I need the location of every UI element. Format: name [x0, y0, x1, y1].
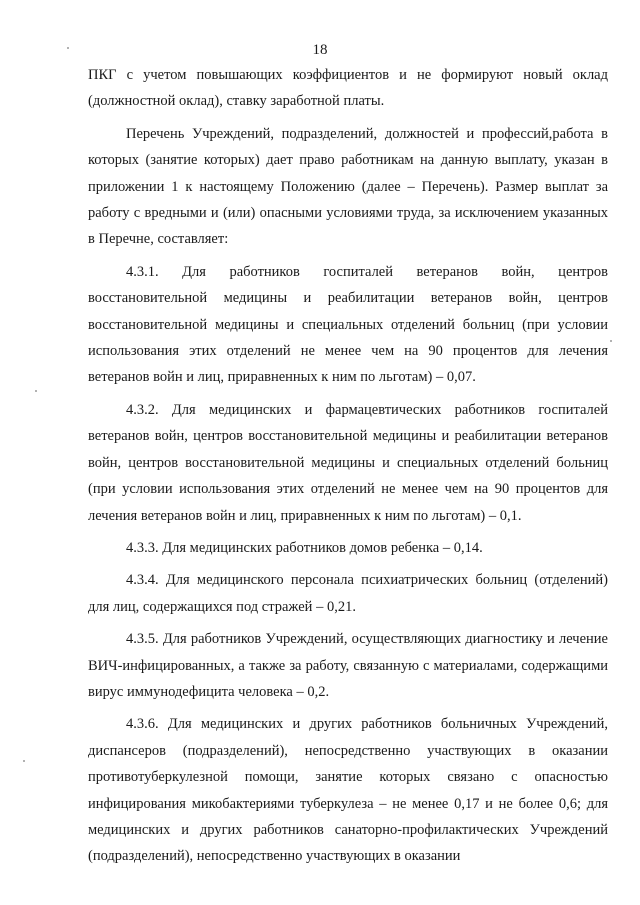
scan-speck: [23, 760, 25, 762]
paragraph-4-3-5: 4.3.5. Для работников Учреждений, осуществляющих диагностику и лечение ВИЧ-инфицированных, а также за работу, связанную с материалами, содержащими вирус иммунодефицита человека – 0,2.: [88, 631, 608, 700]
page-number: 18: [312, 42, 328, 58]
scan-speck: [610, 340, 612, 342]
paragraph-4-3-4: 4.3.4. Для медицинского персонала психиатрических больниц (отделений) для лиц, содержащихся под стражей – 0,21.: [88, 572, 608, 615]
paragraph-4-3-2: 4.3.2. Для медицинских и фармацевтических работников госпиталей ветеранов войн, центров восстановительной медицины и реабилитации ветеранов войн, центров восстановительной медицины и специальных отделений больниц (при условии использования этих отделений не менее чем на 90 процентов для лечения ветеранов войн и лиц, приравненных к ним по льготам) – 0,1.: [88, 401, 608, 524]
paragraph-4-3-3: 4.3.3. Для медицинских работников домов ребенка – 0,14.: [126, 539, 483, 556]
document-body: [88, 62, 608, 876]
scan-speck: [67, 47, 69, 49]
paragraph-list-intro: Перечень Учреждений, подразделений, должностей и профессий,работа в которых (занятие которых) дает право работникам на данную выплату, указан в приложении 1 к настоящему Положению (далее – Перечень). Размер выплат за работу с вредными и (или) опасными условиями труда, за исключением указанных в Перечне, составляет:: [88, 125, 608, 248]
scan-speck: [35, 390, 37, 392]
paragraph-4-3-6: 4.3.6. Для медицинских и других работников больничных Учреждений, диспансеров (подразделений), непосредственно участвующих в оказании противотуберкулезной помощи, занятие которых связано с опасностью инфицирования микобактериями туберкулеза – не менее 0,17 и не более 0,6; для медицинских и других работников санаторно-профилактических Учреждений (подразделений), непосредственно участвующих в оказании: [88, 716, 608, 865]
paragraph-4-3-1: 4.3.1. Для работников госпиталей ветеранов войн, центров восстановительной медицины и реабилитации ветеранов войн, центров восстановительной медицины и специальных отделений больниц (при условии использования этих отделений не менее чем на 90 процентов для лечения ветеранов войн и лиц, приравненных к ним по льготам) – 0,07.: [88, 263, 608, 386]
paragraph-continuation: ПКГ с учетом повышающих коэффициентов и не формируют новый оклад (должностной оклад), ставку заработной платы.: [88, 67, 608, 110]
